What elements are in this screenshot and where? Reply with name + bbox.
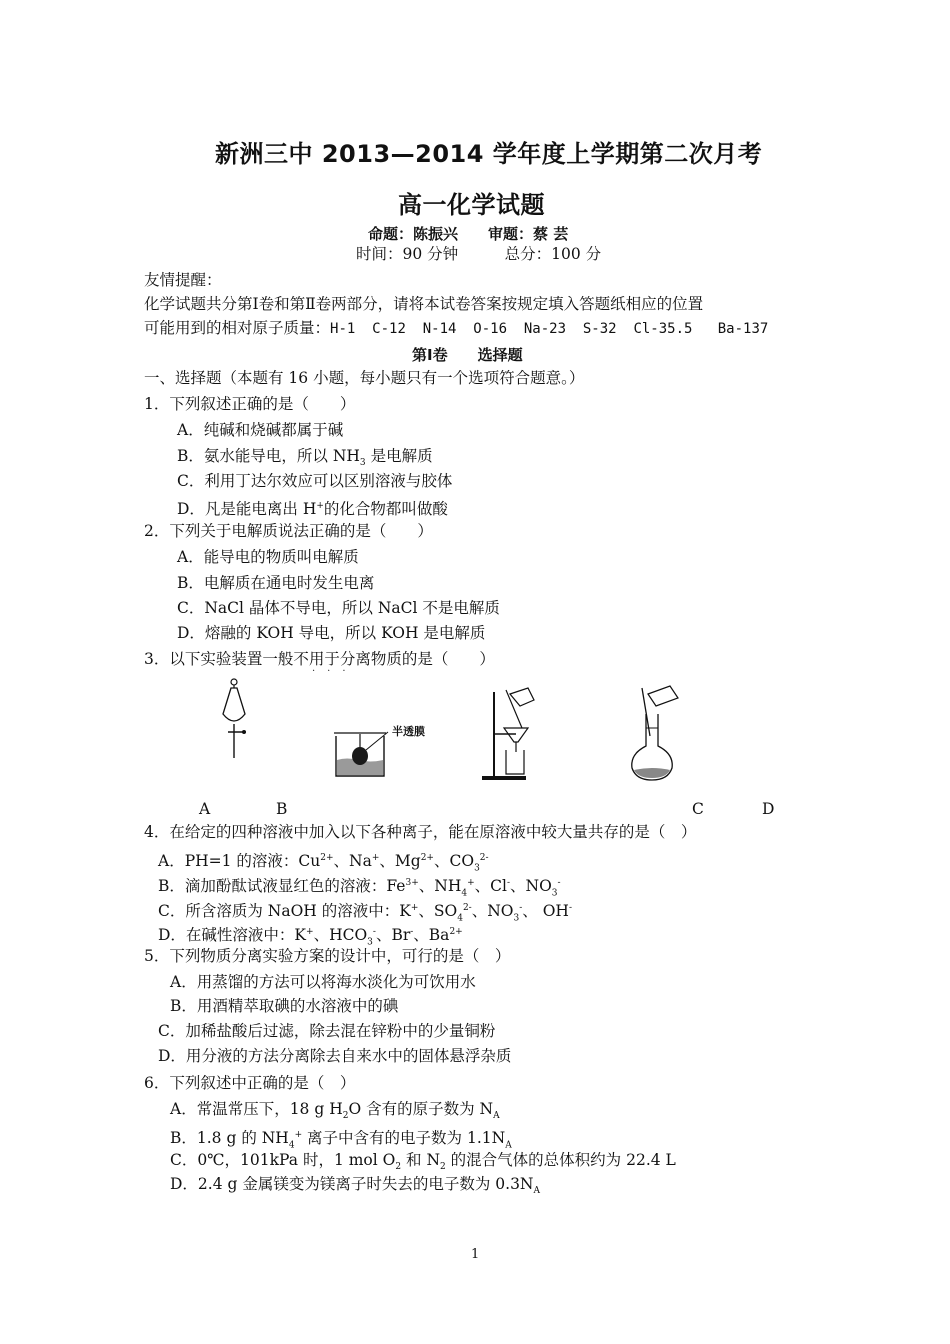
q6-option-a: A．常温常压下，18 g $H_2O$ 含有的原子数为 $N_A$ [170, 1100, 500, 1122]
q1-option-d: D．凡是能电离出 H+的化合物都叫做酸 [177, 500, 448, 519]
atomic-mass-label: 可能用到的相对原子质量： [144, 319, 331, 337]
q6-option-d: D．2.4 g 金属镁变为镁离子时失去的电子数为 $0.3N_A$ [170, 1175, 540, 1197]
apparatus-label-d: D [762, 800, 775, 818]
q4-option-b: B．滴加酚酞试液显红色的溶液：$Fe^{3+}$、$NH_4^+$、Cl-、$NO_3^-$ [158, 877, 561, 899]
notice-text: 化学试题共分第Ⅰ卷和第Ⅱ卷两部分，请将本试卷答案按规定填入答题纸相应的位置 [144, 295, 704, 313]
q1-option-a: A．纯碱和烧碱都属于碱 [177, 421, 344, 439]
authors-line: 命题：陈振兴 审题：蔡 芸 [368, 225, 569, 243]
q5-option-d: D．用分液的方法分离除去自来水中的固体悬浮杂质 [158, 1047, 512, 1065]
q1-option-b: B．氨水能导电，所以 $NH_3$ 是电解质 [177, 447, 433, 469]
page-number: 1 [471, 1247, 480, 1262]
apparatus-label-b: B [276, 800, 288, 818]
atomic-mass-line [144, 318, 768, 339]
q5-stem: 5．下列物质分离实验方案的设计中，可行的是（ ） [144, 947, 511, 965]
apparatus-label-a: A [199, 800, 211, 818]
q5-option-a: A．用蒸馏的方法可以将海水淡化为可饮用水 [170, 973, 476, 991]
q2-option-a: A．能导电的物质叫电解质 [177, 548, 359, 566]
q2-option-c: C．NaCl 晶体不导电，所以 NaCl 不是电解质 [177, 599, 500, 617]
q6-stem: 6．下列叙述中正确的是（ ） [144, 1074, 356, 1092]
q2-option-d: D．熔融的 KOH 导电，所以 KOH 是电解质 [177, 624, 486, 642]
q4-stem: 4．在给定的四种溶液中加入以下各种离子，能在原溶液中较大量共存的是（ ） [144, 823, 697, 841]
exam-subtitle: 高一化学试题 [398, 191, 545, 219]
notice-label: 友情提醒： [144, 271, 222, 289]
q1-option-c: C．利用丁达尔效应可以区别溶液与胶体 [177, 472, 453, 490]
q4-option-a: A．PH=1 的溶液：$Cu^{2+}$、Na+、$Mg^{2+}$、$CO_3^{2-}$ [158, 852, 489, 874]
exam-title: 新洲三中 2013—2014 学年度上学期第二次月考 [215, 140, 763, 168]
apparatus-label-c: C [692, 800, 704, 818]
emphasis-dots: ··· [312, 666, 358, 677]
q4-option-c: C．所含溶质为 NaOH 的溶液中：K+、$SO_4^{2-}$、$NO_3^-$、 OH- [158, 902, 572, 924]
q2-option-b: B．电解质在通电时发生电离 [177, 574, 375, 592]
atomic-mass-values: H-1 C-12 N-14 O-16 Na-23 S-32 Cl-35.5 Ba-137 [330, 321, 769, 337]
section-heading: 第Ⅰ卷 选择题 [412, 346, 523, 364]
q5-option-b: B．用酒精萃取碘的水溶液中的碘 [170, 997, 399, 1015]
separatory-funnel-icon [218, 676, 250, 760]
q5-option-c: C．加稀盐酸后过滤，除去混在锌粉中的少量铜粉 [158, 1022, 496, 1040]
dialysis-apparatus-icon [332, 720, 442, 782]
q3-stem: 3．以下实验装置一般不用于分离物质的是（ ） [144, 650, 495, 668]
volumetric-flask-icon [628, 686, 684, 782]
q6-option-c: C．0℃，101kPa 时，1 mol $O_2$ 和 $N_2$ 的混合气体的总体积约为 22.4 L [170, 1151, 676, 1173]
time-score-line: 时间：90 分钟 总分：100 分 [356, 245, 602, 263]
section-intro: 一、选择题（本题有 16 小题，每小题只有一个选项符合题意。） [144, 369, 585, 387]
q2-stem: 2．下列关于电解质说法正确的是（ ） [144, 522, 433, 540]
q6-option-b: B．1.8 g 的 $NH_4^+$ 离子中含有的电子数为 $1.1N_A$ [170, 1129, 512, 1151]
membrane-label: 半透膜 [392, 725, 425, 738]
q4-option-d: D．在碱性溶液中：K+、$HCO_3^-$、Br-、$Ba^{2+}$ [158, 926, 463, 948]
filtration-apparatus-icon [482, 688, 542, 782]
q1-stem: 1．下列叙述正确的是（ ） [144, 395, 356, 413]
